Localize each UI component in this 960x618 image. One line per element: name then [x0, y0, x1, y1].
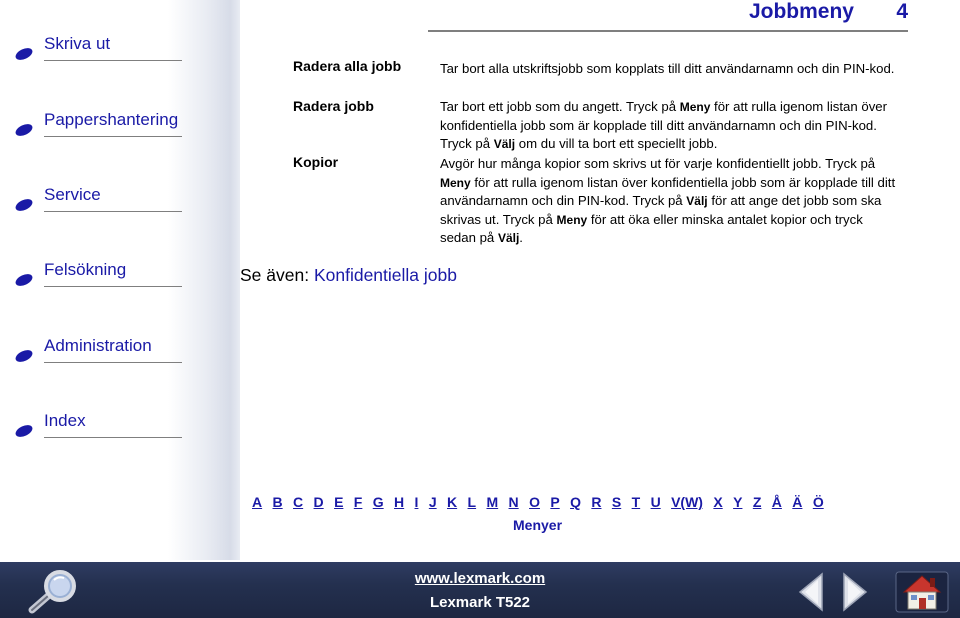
bullet-icon	[14, 350, 34, 362]
alphabet-link[interactable]: K	[447, 494, 458, 510]
desc-text: .	[519, 230, 523, 245]
nav-item-index[interactable]	[10, 407, 182, 447]
nav-divider	[44, 437, 182, 438]
alphabet-link[interactable]: U	[650, 494, 661, 510]
desc-text: för att ange det jobb som ska skrivas ut. Tryck på	[440, 193, 882, 227]
alphabet-link[interactable]: Q	[570, 494, 581, 510]
bullet-icon	[14, 124, 34, 136]
keyword-meny: Meny	[440, 175, 471, 190]
alphabet-link[interactable]: Y	[733, 494, 743, 510]
alphabet-link[interactable]: Å	[771, 494, 782, 510]
nav-item-label: Service	[44, 185, 101, 204]
header-divider	[428, 30, 908, 32]
alphabet-link[interactable]: E	[334, 494, 344, 510]
see-also-label: Se även:	[240, 265, 314, 285]
alphabet-link[interactable]: H	[394, 494, 405, 510]
nav-item-pappershantering[interactable]	[10, 106, 182, 146]
alphabet-link[interactable]: I	[414, 494, 419, 510]
term-kopior: Kopior	[293, 154, 339, 170]
desc-text: för att öka eller minska antalet kopior och tryck sedan på	[440, 211, 863, 245]
desc-radera-jobb	[440, 98, 902, 154]
keyword-valj: Välj	[493, 137, 516, 151]
nav-item-felsokning[interactable]	[10, 256, 182, 296]
alphabet-link[interactable]: R	[591, 494, 602, 510]
alphabet-link[interactable]: A	[252, 494, 263, 510]
keyword-meny: Meny	[556, 212, 588, 227]
nav-divider	[44, 60, 182, 61]
nav-item-label: Skriva ut	[44, 34, 111, 53]
alphabet-link[interactable]: L	[467, 494, 477, 510]
alphabet-link[interactable]: O	[529, 494, 540, 510]
keyword-valj: Välj	[497, 231, 520, 245]
keyword-valj: Välj	[686, 194, 708, 208]
alphabet-link[interactable]: Z	[752, 494, 762, 510]
menyer-link[interactable]: Menyer	[513, 517, 563, 533]
nav-divider	[44, 362, 182, 363]
desc-text: för att rulla igenom listan över konfidentiella jobb som är kopplade till ditt användarnamn och din PIN-kod. Tryck på	[440, 174, 896, 208]
bullet-icon	[14, 274, 34, 286]
desc-kopior	[440, 155, 902, 248]
alphabet-link[interactable]: T	[631, 494, 641, 510]
term-radera-alla-jobb: Radera alla jobb	[293, 58, 402, 74]
alphabet-link[interactable]: X	[713, 494, 723, 510]
alphabet-link[interactable]: M	[486, 494, 499, 510]
desc-radera-alla-jobb: Tar bort alla utskriftsjobb som kopplats till ditt användarnamn och din PIN-kod.	[440, 61, 895, 76]
alphabet-link[interactable]: J	[428, 494, 437, 510]
nav-divider	[44, 286, 182, 287]
alphabet-link[interactable]: V(W)	[671, 494, 703, 510]
bullet-icon	[14, 425, 34, 437]
alphabet-link[interactable]: B	[272, 494, 283, 510]
desc-text: för att rulla igenom listan över konfidentiella jobb som är kopplade till ditt användarnamn och din PIN-kod. Tryck på	[440, 99, 888, 151]
page-title: Jobbmeny	[748, 0, 854, 23]
desc-text: Avgör hur många kopior som skrivs ut för varje konfidentiellt jobb. Tryck på	[440, 156, 876, 171]
bullet-icon	[14, 199, 34, 211]
desc-text: Tar bort ett jobb som du angett. Tryck på	[440, 99, 680, 114]
footer-product-name: Lexmark T522	[429, 594, 531, 611]
footer-url-link[interactable]: www.lexmark.com	[414, 570, 546, 587]
alphabet-link[interactable]: P	[550, 494, 560, 510]
desc-text: om du vill ta bort ett speciellt jobb.	[515, 136, 718, 151]
nav-item-administration[interactable]	[10, 332, 182, 372]
alphabet-index	[252, 494, 834, 514]
alphabet-link[interactable]: Ö	[812, 494, 824, 510]
see-also	[240, 265, 457, 286]
nav-item-service[interactable]	[10, 181, 182, 221]
nav-item-skriva-ut[interactable]	[10, 30, 182, 70]
alphabet-link[interactable]: S	[611, 494, 622, 510]
back-arrow-icon[interactable]	[796, 572, 826, 612]
nav-divider	[44, 211, 182, 212]
nav-divider	[44, 136, 182, 137]
alphabet-link[interactable]: G	[372, 494, 384, 510]
alphabet-link[interactable]: F	[353, 494, 363, 510]
home-icon[interactable]	[894, 570, 950, 614]
nav-item-label: Administration	[44, 336, 152, 355]
nav-item-label: Pappershantering	[44, 110, 179, 129]
see-also-link[interactable]: Konfidentiella jobb	[313, 265, 457, 285]
nav-item-label: Felsökning	[44, 260, 127, 279]
term-radera-jobb: Radera jobb	[293, 98, 374, 114]
forward-arrow-icon[interactable]	[840, 572, 870, 612]
alphabet-link[interactable]: Ä	[792, 494, 803, 510]
alphabet-link[interactable]: C	[293, 494, 304, 510]
alphabet-link[interactable]: N	[508, 494, 519, 510]
page-number: 4	[896, 0, 908, 23]
bullet-icon	[14, 48, 34, 60]
nav-item-label: Index	[44, 411, 86, 430]
keyword-meny: Meny	[679, 100, 711, 114]
alphabet-link[interactable]: D	[313, 494, 324, 510]
